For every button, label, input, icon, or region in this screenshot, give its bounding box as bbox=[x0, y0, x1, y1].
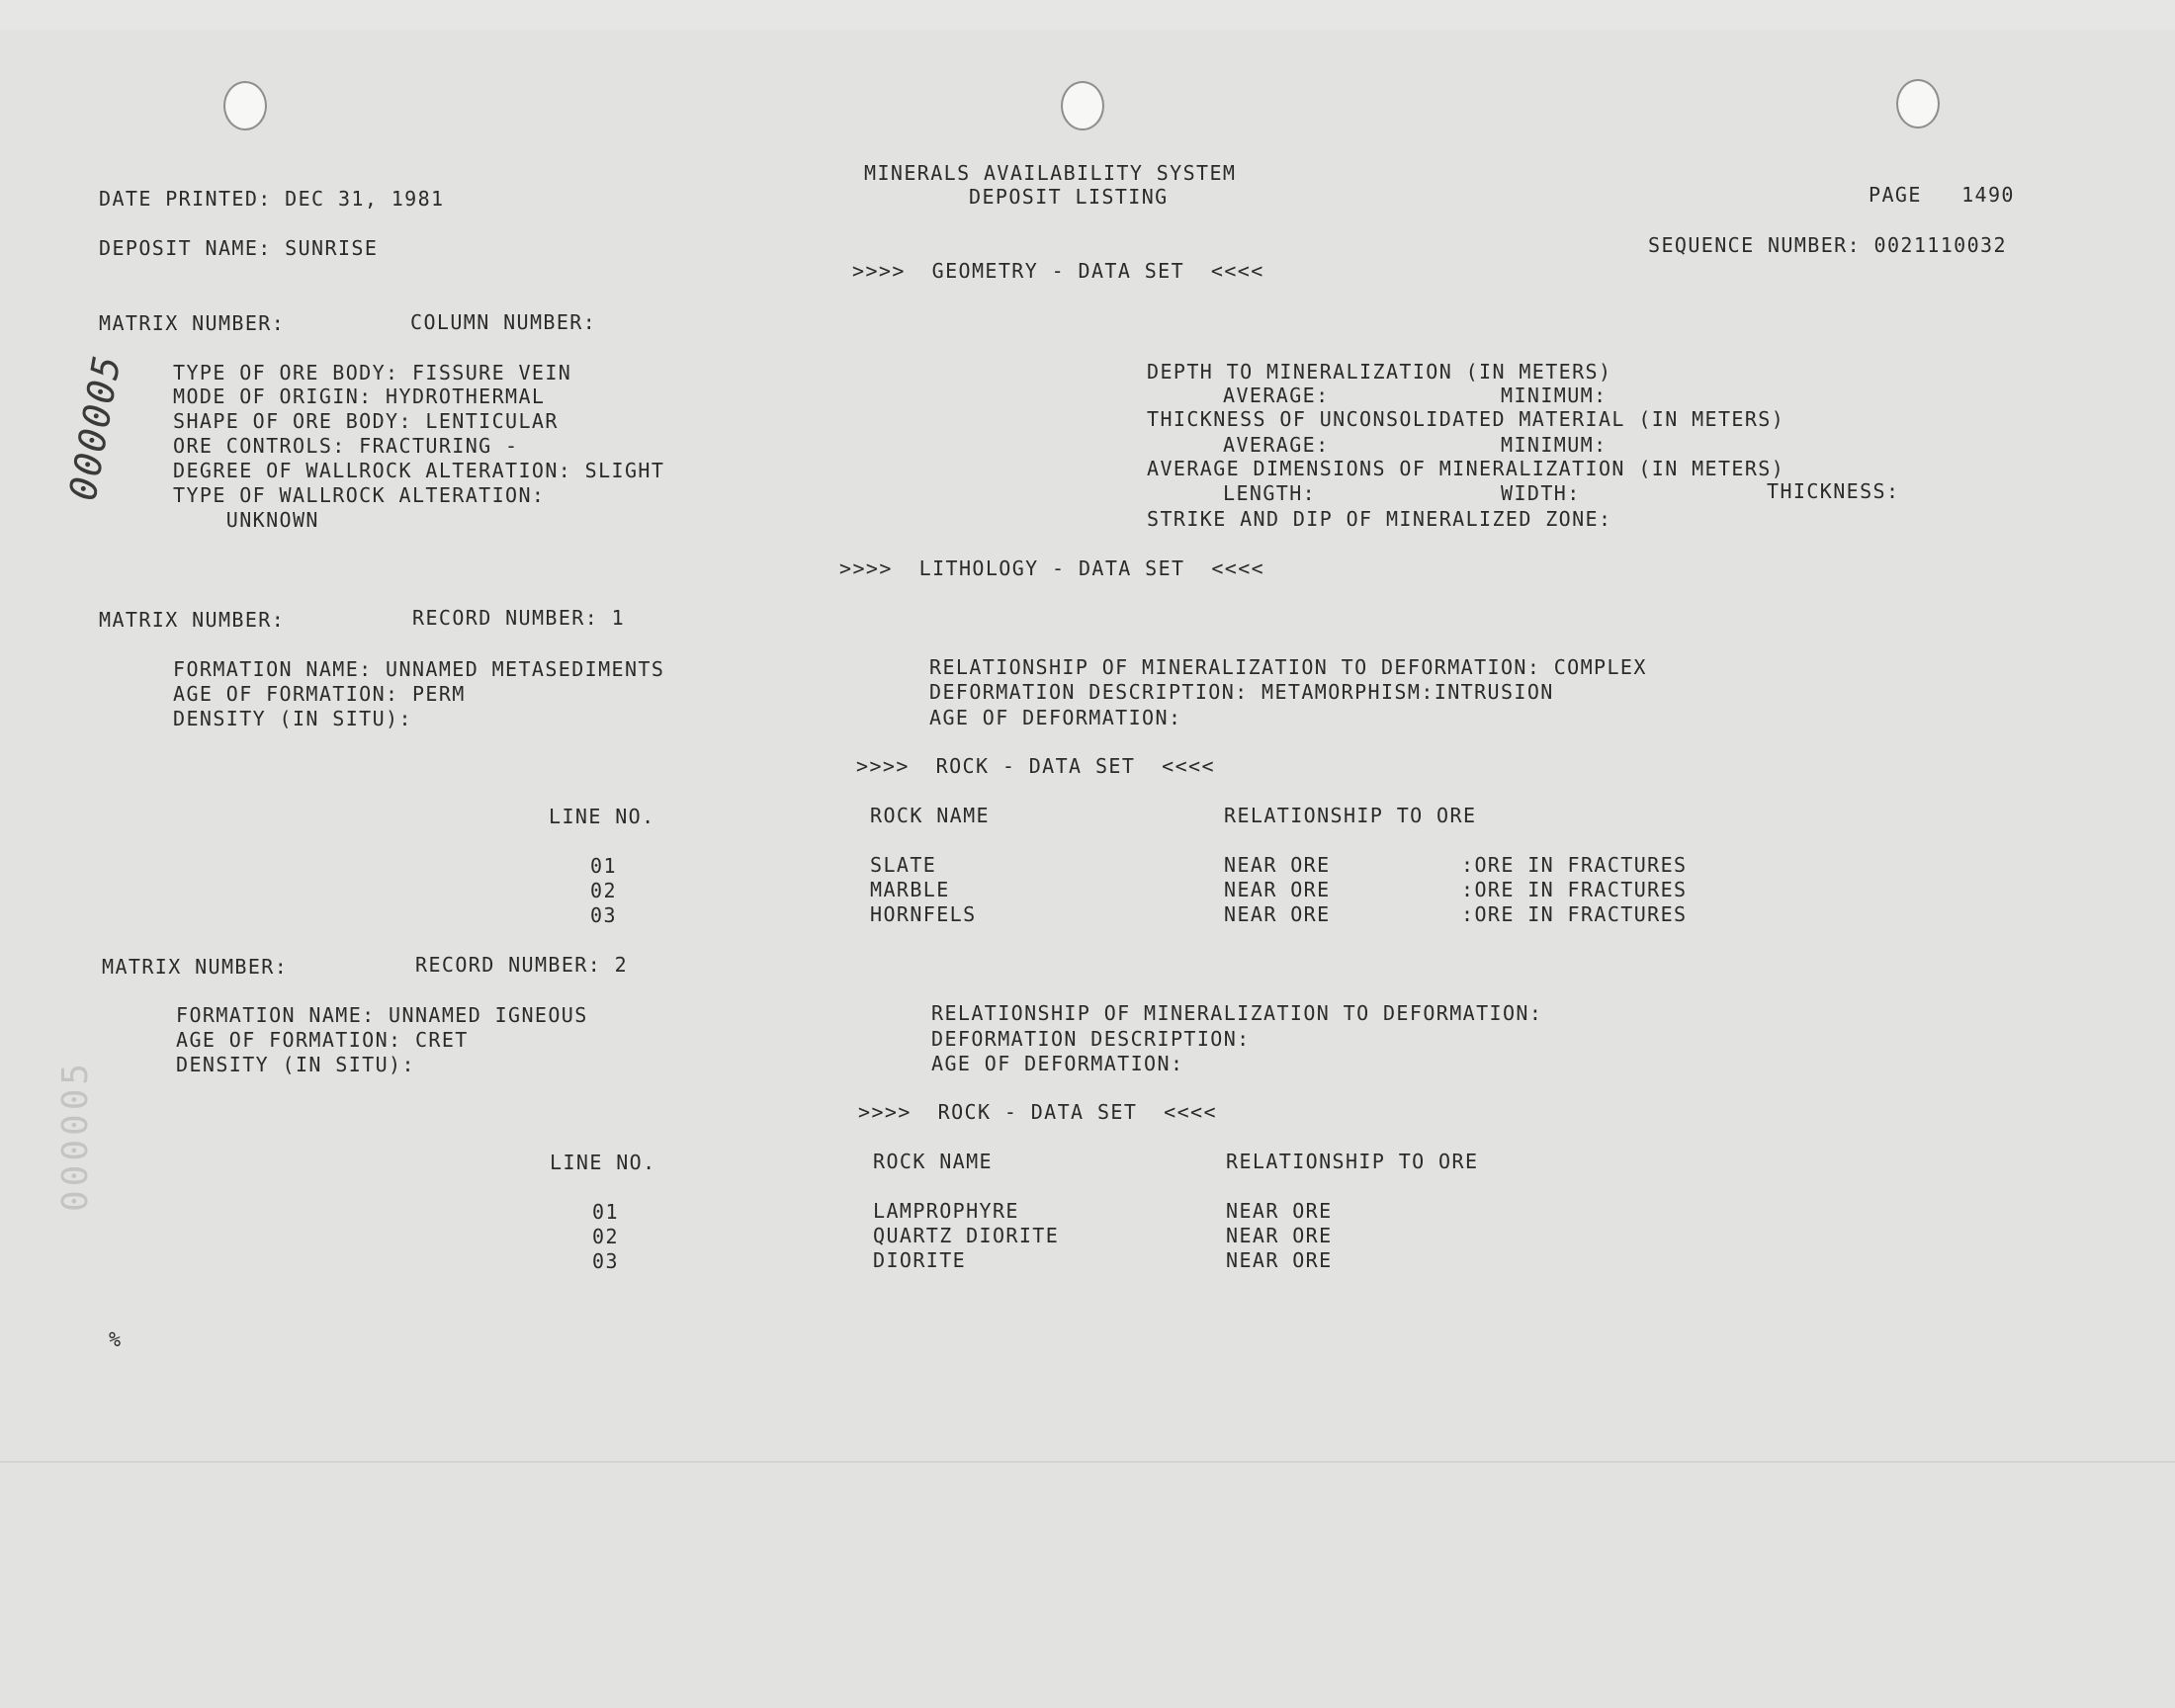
record2-col-rock-name: ROCK NAME bbox=[873, 1150, 993, 1173]
date-printed: DATE PRINTED: DEC 31, 1981 bbox=[99, 187, 445, 211]
table-row-line: 03 bbox=[592, 1249, 619, 1273]
record2-matrix-number: MATRIX NUMBER: bbox=[102, 955, 289, 979]
geometry-section-title: >>>> GEOMETRY - DATA SET <<<< bbox=[852, 259, 1264, 283]
wallrock-alteration-value: UNKNOWN bbox=[173, 508, 319, 532]
record1-relationship: RELATIONSHIP OF MINERALIZATION TO DEFORMATION: COMPLEX bbox=[929, 655, 1647, 679]
ore-body-shape: SHAPE OF ORE BODY: LENTICULAR bbox=[173, 409, 559, 433]
geometry-column-number: COLUMN NUMBER: bbox=[410, 310, 597, 334]
record1-formation-name: FORMATION NAME: UNNAMED METASEDIMENTS bbox=[173, 657, 665, 681]
record1-density: DENSITY (IN SITU): bbox=[173, 707, 412, 730]
table-row-line: 02 bbox=[590, 879, 617, 902]
strike-dip: STRIKE AND DIP OF MINERALIZED ZONE: bbox=[1147, 507, 1612, 531]
svg-text:000005: 000005 bbox=[55, 1059, 96, 1212]
table-row-line: 03 bbox=[590, 903, 617, 927]
ore-body-type: TYPE OF ORE BODY: FISSURE VEIN bbox=[173, 361, 572, 384]
mode-of-origin: MODE OF ORIGIN: HYDROTHERMAL bbox=[173, 384, 546, 408]
binder-hole-right bbox=[1896, 79, 1940, 128]
table-row-rock-name: MARBLE bbox=[870, 878, 950, 901]
record2-col-relationship: RELATIONSHIP TO ORE bbox=[1226, 1150, 1479, 1173]
table-row-note: :ORE IN FRACTURES bbox=[1461, 902, 1688, 926]
table-row-rock-name: LAMPROPHYRE bbox=[873, 1199, 1019, 1223]
record1-age-of-formation: AGE OF FORMATION: PERM bbox=[173, 682, 466, 706]
record2-rock-section-title: >>>> ROCK - DATA SET <<<< bbox=[858, 1100, 1217, 1124]
binder-hole-left bbox=[223, 81, 267, 130]
page-fold-line bbox=[0, 1461, 2175, 1463]
table-row-relationship: NEAR ORE bbox=[1226, 1248, 1333, 1272]
table-row-relationship: NEAR ORE bbox=[1226, 1224, 1333, 1247]
sequence-number: SEQUENCE NUMBER: 0021110032 bbox=[1648, 233, 2007, 257]
record2-col-line-no: LINE NO. bbox=[550, 1151, 656, 1174]
dimension-length: LENGTH: bbox=[1223, 481, 1317, 505]
lithology-section-title: >>>> LITHOLOGY - DATA SET <<<< bbox=[839, 556, 1265, 580]
table-row-rock-name: SLATE bbox=[870, 853, 937, 877]
table-row-relationship: NEAR ORE bbox=[1224, 902, 1331, 926]
record1-record-number: RECORD NUMBER: 1 bbox=[412, 606, 626, 630]
page-number: PAGE 1490 bbox=[1869, 183, 2015, 207]
record2-formation-name: FORMATION NAME: UNNAMED IGNEOUS bbox=[176, 1003, 588, 1027]
thickness-average: AVERAGE: bbox=[1223, 433, 1330, 457]
system-title: MINERALS AVAILABILITY SYSTEM bbox=[864, 161, 1237, 185]
record1-age-of-deformation: AGE OF DEFORMATION: bbox=[929, 706, 1182, 729]
dimension-thickness: THICKNESS: bbox=[1767, 479, 1900, 503]
table-row-rock-name: HORNFELS bbox=[870, 902, 977, 926]
geometry-matrix-number: MATRIX NUMBER: bbox=[99, 311, 286, 335]
record1-matrix-number: MATRIX NUMBER: bbox=[99, 608, 286, 632]
record2-density: DENSITY (IN SITU): bbox=[176, 1053, 415, 1076]
depth-average: AVERAGE: bbox=[1223, 384, 1330, 407]
record2-deformation-description: DEFORMATION DESCRIPTION: bbox=[931, 1027, 1251, 1051]
stamp-number-text: 000005 bbox=[60, 350, 130, 504]
table-row-relationship: NEAR ORE bbox=[1224, 853, 1331, 877]
record2-record-number: RECORD NUMBER: 2 bbox=[415, 953, 629, 977]
stamp-number bbox=[60, 336, 136, 504]
wallrock-alteration-type: TYPE OF WALLROCK ALTERATION: bbox=[173, 483, 546, 507]
depth-minimum: MINIMUM: bbox=[1501, 384, 1608, 407]
record1-col-relationship: RELATIONSHIP TO ORE bbox=[1224, 804, 1477, 827]
wallrock-alteration-degree: DEGREE OF WALLROCK ALTERATION: SLIGHT bbox=[173, 459, 665, 482]
table-row-line: 01 bbox=[590, 854, 617, 878]
record1-col-rock-name: ROCK NAME bbox=[870, 804, 990, 827]
record2-age-of-deformation: AGE OF DEFORMATION: bbox=[931, 1052, 1184, 1075]
faded-stamp-number bbox=[55, 1038, 130, 1216]
footer-mark: % bbox=[109, 1327, 123, 1351]
thickness-minimum: MINIMUM: bbox=[1501, 433, 1608, 457]
table-row-note: :ORE IN FRACTURES bbox=[1461, 853, 1688, 877]
table-row-relationship: NEAR ORE bbox=[1226, 1199, 1333, 1223]
table-row-line: 02 bbox=[592, 1225, 619, 1248]
dimension-width: WIDTH: bbox=[1501, 481, 1581, 505]
table-row-line: 01 bbox=[592, 1200, 619, 1224]
table-row-note: :ORE IN FRACTURES bbox=[1461, 878, 1688, 901]
record1-deformation-description: DEFORMATION DESCRIPTION: METAMORPHISM:INTRUSION bbox=[929, 680, 1554, 704]
listing-title: DEPOSIT LISTING bbox=[969, 185, 1169, 209]
depth-title: DEPTH TO MINERALIZATION (IN METERS) bbox=[1147, 360, 1612, 384]
ore-controls: ORE CONTROLS: FRACTURING - bbox=[173, 434, 519, 458]
table-row-rock-name: DIORITE bbox=[873, 1248, 967, 1272]
deposit-name: DEPOSIT NAME: SUNRISE bbox=[99, 236, 379, 260]
table-row-rock-name: QUARTZ DIORITE bbox=[873, 1224, 1060, 1247]
record2-age-of-formation: AGE OF FORMATION: CRET bbox=[176, 1028, 469, 1052]
record1-rock-section-title: >>>> ROCK - DATA SET <<<< bbox=[856, 754, 1215, 778]
binder-hole-center bbox=[1061, 81, 1104, 130]
record1-col-line-no: LINE NO. bbox=[549, 805, 655, 828]
table-row-relationship: NEAR ORE bbox=[1224, 878, 1331, 901]
record2-relationship: RELATIONSHIP OF MINERALIZATION TO DEFORMATION: bbox=[931, 1001, 1543, 1025]
dimensions-title: AVERAGE DIMENSIONS OF MINERALIZATION (IN METERS) bbox=[1147, 457, 1785, 480]
thickness-title: THICKNESS OF UNCONSOLIDATED MATERIAL (IN METERS) bbox=[1147, 407, 1785, 431]
